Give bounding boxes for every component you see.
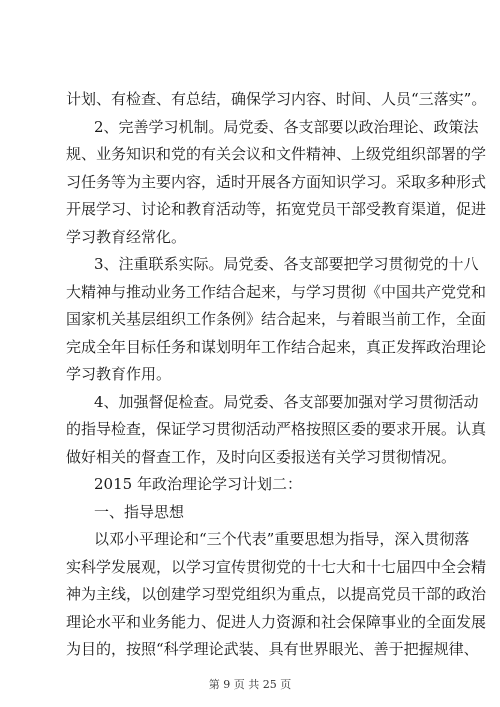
text-line: 学习教育经常化。	[66, 227, 187, 246]
text-line: 3、注重联系实际。局党委、各支部要把学习贯彻党的十八	[94, 255, 479, 273]
text-line: 开展学习、讨论和教育活动等，拓宽党员干部受教育渠道，促进	[66, 200, 487, 218]
text-line: 学习教育作用。	[66, 365, 172, 383]
text-line: 2、完善学习机制。局党委、各支部要以政治理论、政策法	[94, 117, 479, 136]
text-line: 完成全年目标任务和谋划明年工作结合起来，真正发挥政治理论	[66, 337, 487, 356]
section-heading: 一、指导思想	[94, 502, 185, 521]
section-heading: 2015 年政治理论学习计划二：	[94, 475, 302, 493]
text-line: 国家机关基层组织工作条例》结合起来，与着眼当前工作，全面	[66, 310, 487, 328]
text-line: 计划、有检查、有总结，确保学习内容、时间、人员“三落实”。	[66, 90, 487, 108]
text-line: 4、加强督促检查。局党委、各支部要加强对学习贯彻活动	[94, 392, 479, 411]
text-line: 规、业务知识和党的有关会议和文件精神、上级党组织部署的学	[66, 145, 487, 163]
text-line: 做好相关的督查工作，及时向区委报送有关学习贯彻情况。	[66, 447, 457, 466]
text-line: 大精神与推动业务工作结合起来，与学习贯彻《中国共产党党和	[66, 282, 487, 301]
page-number: 第 9 页 共 25 页	[208, 678, 292, 691]
text-line: 理论水平和业务能力、促进人力资源和社会保障事业的全面发展	[66, 612, 487, 631]
text-line: 以邓小平理论和“三个代表”重要思想为指导，深入贯彻落	[94, 530, 470, 548]
text-line: 为目的，按照“科学理论武装、具有世界眼光、善于把握规律、	[66, 640, 479, 658]
text-line: 神为主线，以创建学习型党组织为重点，以提高党员干部的政治	[66, 585, 487, 603]
text-line: 习任务等为主要内容，适时开展各方面知识学习。采取多种形式	[66, 172, 487, 191]
text-line: 的指导检查，保证学习贯彻活动严格按照区委的要求开展。认真	[66, 420, 487, 438]
text-line: 实科学发展观，以学习宣传贯彻党的十七大和十七届四中全会精	[66, 557, 487, 576]
